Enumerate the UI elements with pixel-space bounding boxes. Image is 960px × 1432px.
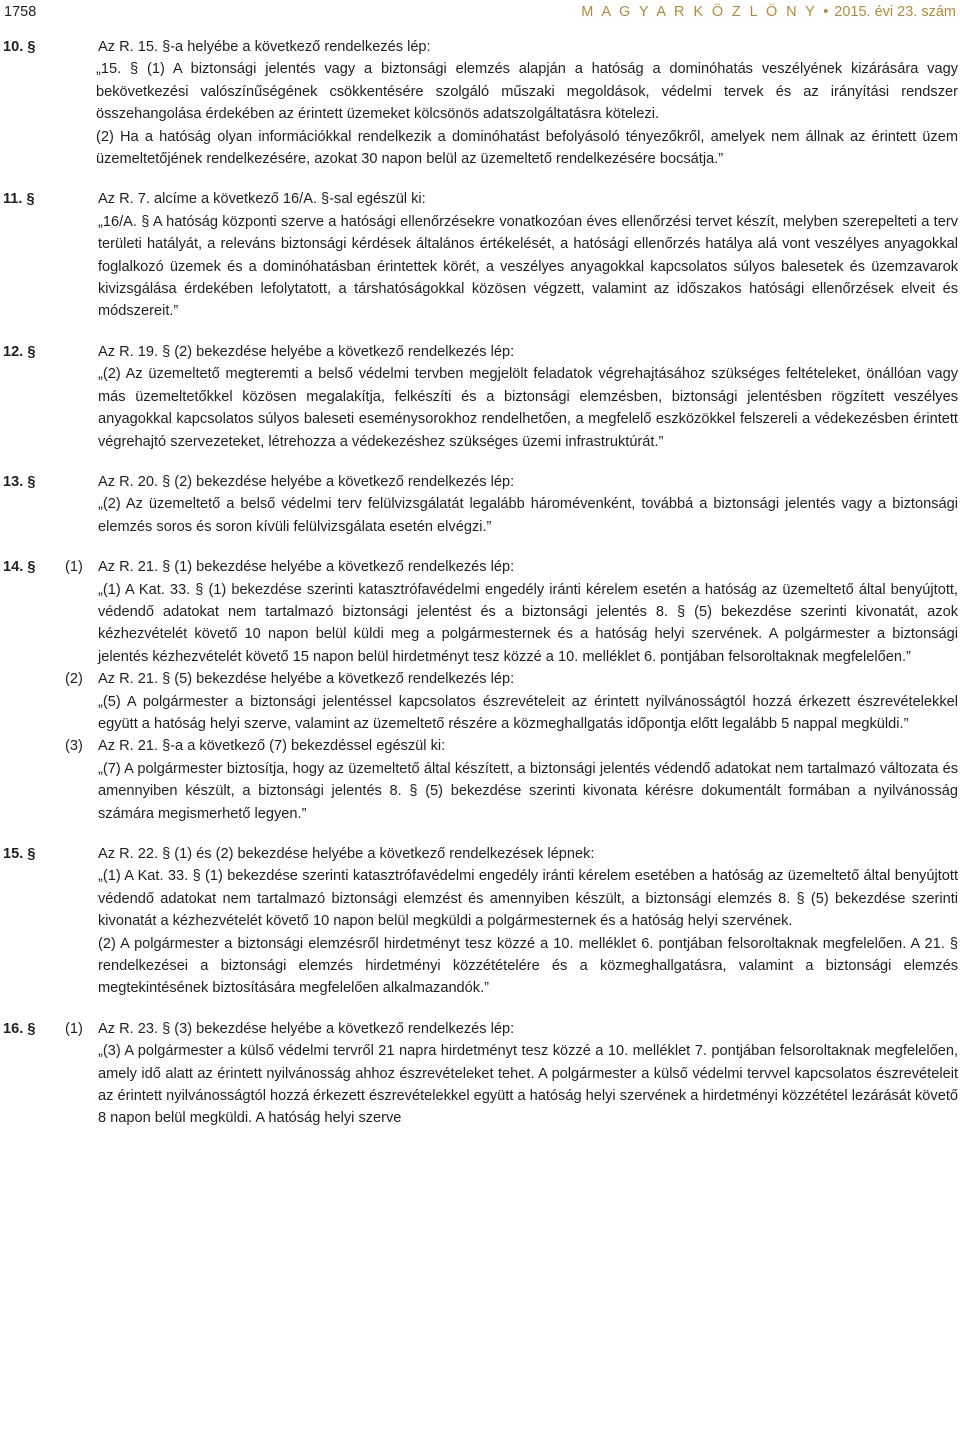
subsection xyxy=(0,1018,960,1130)
amendment-paragraph: „(2) Az üzemeltető megteremti a belső védelmi tervben megjelölt feladatok végrehajtásához szükséges feltételeket, önállóan vagy más üzemeltetőkkel közösen megalakítja, felkészíti és a biztonsági elemzésben, biztonsági jelentésben rögzített veszélyes anyagokkal kapcsolatos súlyos baleseti eseménysorokhoz rendelhetően, a megfelelő eszközökkel felszereli a védekezésben érintett végrehajtó szervezeteket, létrehozza a védekezéshez szükséges üzemi infrastruktúrát.” xyxy=(98,366,958,450)
subsection xyxy=(0,735,960,825)
subsection xyxy=(0,188,960,322)
amendment-text xyxy=(96,58,958,170)
subsection xyxy=(0,556,960,668)
amendment-text xyxy=(98,211,958,323)
amendment-paragraph: (2) Ha a hatóság olyan információkkal rendelkezik a dominóhatást befolyásoló tényezőkről, amelyek nem állnak az érintett üzem üzemeltetőjének rendelkezésére, azokat 30 napon belül az üzemeltető rendelkezésére bocsátja.” xyxy=(96,128,958,168)
section-item xyxy=(0,341,960,453)
subsection-number: (1) xyxy=(65,1020,83,1037)
page-header xyxy=(0,4,960,26)
amendment-text xyxy=(98,493,958,538)
amendment-text xyxy=(98,579,958,669)
section-number: 15. § xyxy=(3,846,36,862)
amendment-paragraph: „(2) Az üzemeltető a belső védelmi terv felülvizsgálatát legalább háromévenként, továbbá a biztonsági jelentés vagy a biztonsági elemzés soros és soron kívüli felülvizsgálata esetén elvégzi.” xyxy=(98,496,958,535)
section-item xyxy=(0,471,960,538)
amendment-paragraph: „(1) A Kat. 33. § (1) bekezdése szerinti katasztrófavédelmi engedély iránti kérelem esetén a hatóság az üzemeltető által benyújtott, védendő adatokat nem tartalmazó biztonsági jelentést és a biztonsági jelentés 8. § (5) bekezdése szerinti kivonatát, azok kézhezvételét követő 10 napon belül küldi meg a polgármesternek és a hatóság helyi szervének. A polgármester a biztonsági jelentés kézhezvételét követő 15 napon belül hirdetményt tesz közzé a 10. melléklet 6. pontjában felsoroltaknak megfelelően.” xyxy=(98,581,958,665)
amendment-lead: Az R. 7. alcíme a következő 16/A. §-sal egészül ki: xyxy=(98,191,426,208)
section-item xyxy=(0,556,960,825)
subsection-number: (3) xyxy=(65,738,83,755)
section-number: 14. § xyxy=(3,559,36,576)
section-item xyxy=(0,843,960,1000)
amendment-paragraph: „(1) A Kat. 33. § (1) bekezdése szerinti katasztrófavédelmi engedély iránti kérelem esetében a hatóság az üzemeltető által benyújtott védendő adatokat nem tartalmazó biztonsági elemzést és amennyiben készült, a biztonsági elemzés 8. § (5) bekezdése szerinti kivonatát a kézhezvételét követő 10 napon belül megküldi a polgármesternek és a hatóság helyi szervének. xyxy=(98,868,958,930)
section-number: 13. § xyxy=(3,473,36,490)
amendment-paragraph: „15. § (1) A biztonsági jelentés vagy a biztonsági elemzés alapján a hatóság a dominóhatás veszélyének kizárására vagy bekövetkezési valószínűségének csökkentésére szolgáló műszaki megoldások, védelmi tervek és az irányítási rendszer összehangolása érdekében az érintett üzemeket kölcsönös adatszolgáltatásra kötelezi. xyxy=(96,61,958,123)
section-number: 10. § xyxy=(3,39,36,55)
subsection-number: (2) xyxy=(65,671,83,688)
amendment-text xyxy=(98,865,958,999)
section-number: 16. § xyxy=(3,1020,36,1037)
amendment-paragraph: „(5) A polgármester a biztonsági jelentéssel kapcsolatos észrevételeit az érintett nyilvánosságtól hozzá érkezett észrevételekkel együtt a hatóság helyi szerve, valamint az üzemeltető részére a közmeghallgatás időpontja előtt legalább 5 nappal megküldi.” xyxy=(98,693,958,732)
section-number: 12. § xyxy=(3,343,36,360)
amendment-paragraph: „(3) A polgármester a külső védelmi tervről 21 napra hirdetményt tesz közzé a 10. melléklet 7. pontjában felsoroltaknak megfelelően, amely idő alatt az érintett nyilvánosság ahhoz észrevételeket tehet. A polgármester a külső védelmi tervvel kapcsolatos észrevételeit az érintett nyilvánosságtól hozzá érkezett észrevételekkel együtt a hatóság helyi szervének a hirdetményi közzététel lezárását követő 8 napon belül megküldi. A hatóság helyi szerve xyxy=(98,1043,958,1127)
journal-issue: 2015. évi 23. szám xyxy=(834,4,956,20)
subsection xyxy=(0,36,960,170)
amendment-lead: Az R. 15. §-a helyébe a következő rendelkezés lép: xyxy=(98,39,431,55)
amendment-text xyxy=(98,1040,958,1130)
subsection xyxy=(0,668,960,735)
journal-title xyxy=(581,4,956,20)
amendment-lead: Az R. 22. § (1) és (2) bekezdése helyébe a következő rendelkezések lépnek: xyxy=(98,846,595,862)
amendment-lead: Az R. 21. §-a a következő (7) bekezdéssel egészül ki: xyxy=(98,738,446,755)
amendment-lead: Az R. 21. § (1) bekezdése helyébe a következő rendelkezés lép: xyxy=(98,559,515,576)
section-number: 11. § xyxy=(3,191,35,208)
journal-name: M A G Y A R K Ö Z L Ö N Y xyxy=(581,4,818,20)
subsection xyxy=(0,471,960,538)
document-body xyxy=(0,36,960,1148)
header-separator: • xyxy=(823,4,829,20)
amendment-paragraph: „16/A. § A hatóság központi szerve a hatósági ellenőrzésekre vonatkozóan éves ellenőrzési tervet készít, melyben szerepelteti a terv területi hatályát, a releváns biztonsági kérdések általános értékelését, a hatósági ellenőrzés hatálya alá vont veszélyes anyagokkal foglalkozó üzemek és a dominóhatásban érintettek körét, a veszélyes anyagokkal kapcsolatos súlyos balesetek és üzemzavarok kivizsgálása érdekében lefolytatott, a társhatóságokkal közösen végzett, valamint az időszakos hatósági ellenőrzések elveit és módszereit.” xyxy=(98,213,958,320)
amendment-text xyxy=(98,758,958,825)
amendment-paragraph: (2) A polgármester a biztonsági elemzésről hirdetményt tesz közzé a 10. melléklet 6. pontjában felsoroltaknak megfelelően. A 21. § rendelkezései a biztonsági elemzés hirdetményi közzétételére és a közmeghallgatásra, valamint a biztonsági elemzés megtekintésének biztosítására megfelelően alkalmazandók.” xyxy=(98,935,958,997)
subsection-number: (1) xyxy=(65,559,83,576)
subsection xyxy=(0,341,960,453)
amendment-paragraph: „(7) A polgármester biztosítja, hogy az üzemeltető által készített, a biztonsági jelentés védendő adatokat nem tartalmazó változata és amennyiben készült, a biztonsági jelentés 8. § (5) bekezdése szerinti kivonata kérésre dokumentált formában a nyilvánosság számára megismerhető legyen.” xyxy=(98,760,958,822)
amendment-text xyxy=(98,691,958,736)
amendment-lead: Az R. 21. § (5) bekezdése helyébe a következő rendelkezés lép: xyxy=(98,671,515,688)
amendment-lead: Az R. 20. § (2) bekezdése helyébe a következő rendelkezés lép: xyxy=(98,473,515,490)
amendment-lead: Az R. 23. § (3) bekezdése helyébe a következő rendelkezés lép: xyxy=(98,1020,515,1037)
section-item xyxy=(0,36,960,170)
amendment-lead: Az R. 19. § (2) bekezdése helyébe a következő rendelkezés lép: xyxy=(98,343,515,360)
amendment-text xyxy=(98,363,958,453)
section-item xyxy=(0,188,960,322)
page-number: 1758 xyxy=(4,4,37,20)
subsection xyxy=(0,843,960,1000)
section-item xyxy=(0,1018,960,1130)
